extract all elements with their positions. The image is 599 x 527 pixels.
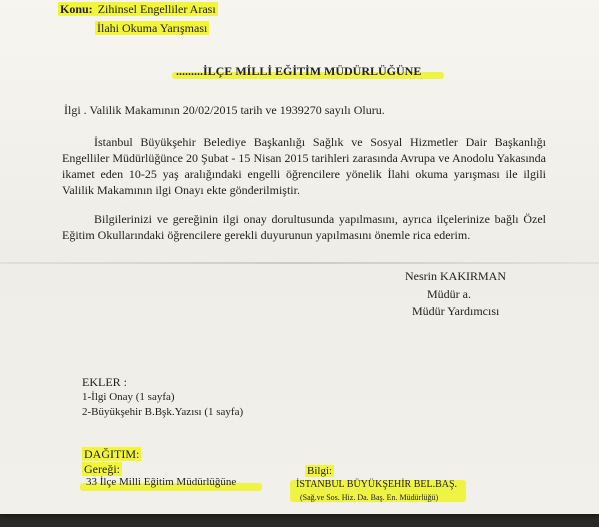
konu-value-1: Zihinsel Engelliler Arası — [95, 2, 218, 16]
konu-value-2: İlahi Okuma Yarışması — [97, 21, 208, 35]
konu-label: Konu: — [60, 2, 93, 16]
ekler-label: EKLER : — [82, 375, 127, 389]
ilgi-line: İlgi . Valilik Makamının 20/02/2015 tarih ve 1939270 sayılı Oluru. — [64, 103, 385, 117]
geregi-label — [82, 462, 122, 477]
paragraph-2: Bilgilerinizi ve gereğinin ilgi onay dorultusunda yapılmasını, ayrıca ilçelerinize bağlı Özel Eğitim Okullarındaki öğrencilere gerekli duyurunun yapılmasını önemle rica ederim. — [62, 212, 546, 242]
paragraph-1: İstanbul Büyükşehir Belediye Başkanlığı Sağlık ve Sosyal Hizmetler Dair Başkanlığı Engelliler Müdürlüğünce 20 Şubat - 15 Nisan 2015 tarihleri zarasında Avrupa ve Anodolu Yakasında ikamet eden 10-25 yaş aralığındaki engelli öğrencilere yönelik İlahi okuma yarışması ile ilgili Valilik Makamının ilgi Onayı ekte gönderilmiştir. — [62, 135, 546, 197]
dagitim-label-text: DAĞITIM: — [84, 447, 140, 461]
geregi-label-text: Gereği: — [84, 462, 120, 476]
konu-line-1 — [58, 2, 218, 17]
bilgi-label — [305, 465, 334, 477]
geregi-value: 33 İlçe Milli Eğitim Müdürlüğüne — [86, 476, 237, 488]
signature-title-2: Müdür Yardımcısı — [412, 304, 500, 318]
bilgi-sub: (Sağ.ve Sos. Hiz. Da. Baş. En. Müdürlüğü) — [300, 493, 439, 502]
ekler-item-1: 1-İlgi Onay (1 sayfa) — [82, 391, 175, 403]
signature-title-1: Müdür a. — [427, 287, 471, 301]
signature-name: Nesrin KAKIRMAN — [405, 269, 506, 283]
konu-line-2 — [95, 21, 209, 36]
bilgi-value: İSTANBUL BÜYÜKŞEHİR BEL.BAŞ. — [296, 479, 458, 490]
addressee: .........İLÇE MİLLİ EĞİTİM MÜDÜRLÜĞÜNE — [176, 64, 422, 78]
ekler-item-2: 2-Büyükşehir B.Bşk.Yazısı (1 sayfa) — [82, 406, 244, 418]
paper-fold — [0, 262, 599, 264]
dagitim-label — [82, 447, 141, 462]
bilgi-label-text: Bilgi: — [307, 465, 333, 477]
